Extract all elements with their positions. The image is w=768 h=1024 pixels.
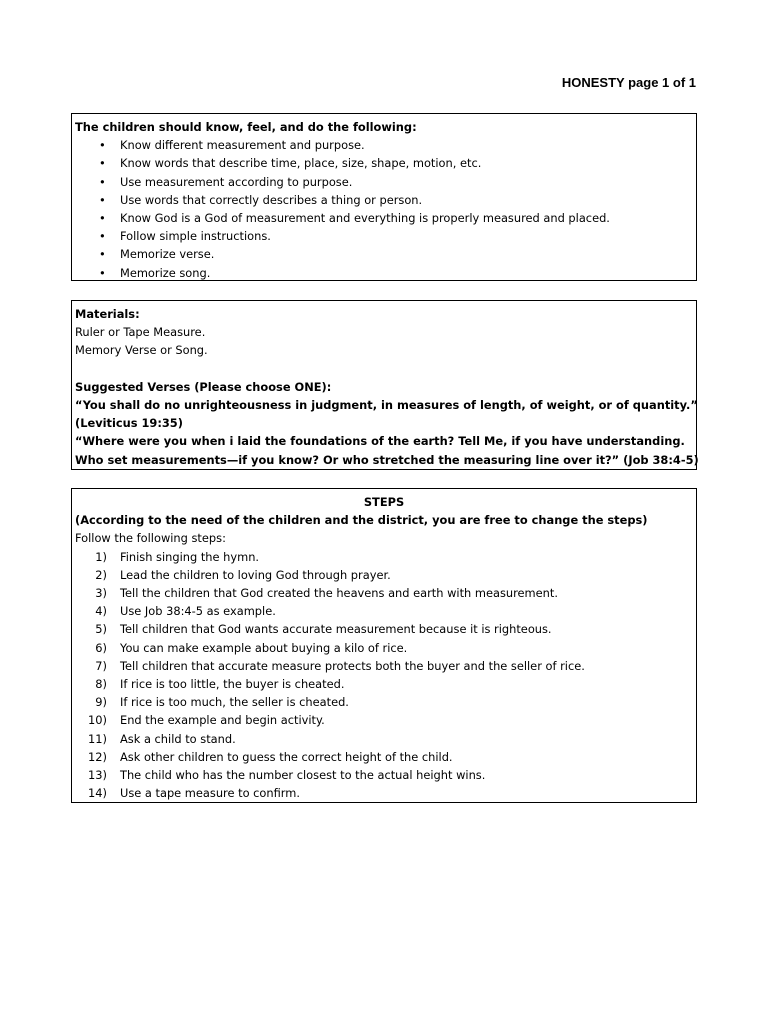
step-item bbox=[75, 639, 693, 657]
objective-text: Know words that describe time, place, size, shape, motion, etc. bbox=[120, 156, 482, 171]
objective-item bbox=[75, 227, 693, 245]
step-text: Lead the children to loving God through prayer. bbox=[120, 567, 391, 582]
bullet-icon: • bbox=[99, 265, 106, 280]
bullet-icon: • bbox=[99, 192, 106, 207]
step-number: 7) bbox=[95, 658, 107, 673]
step-number: 11) bbox=[88, 731, 107, 746]
step-text: Use a tape measure to confirm. bbox=[120, 786, 300, 801]
step-item bbox=[75, 584, 693, 602]
step-item bbox=[75, 784, 693, 802]
step-number: 4) bbox=[95, 604, 107, 619]
objective-item bbox=[75, 209, 693, 227]
steps-note: (According to the need of the children and the district, you are free to change the steps) bbox=[75, 513, 648, 528]
materials-box bbox=[71, 300, 697, 470]
bullet-icon: • bbox=[99, 138, 106, 153]
step-text: If rice is too much, the seller is cheated. bbox=[120, 695, 349, 710]
objective-item bbox=[75, 136, 693, 154]
step-text: If rice is too little, the buyer is cheated. bbox=[120, 677, 345, 692]
objective-item bbox=[75, 191, 693, 209]
objective-text: Follow simple instructions. bbox=[120, 229, 271, 244]
step-text: Finish singing the hymn. bbox=[120, 549, 260, 564]
objective-text: Use measurement according to purpose. bbox=[120, 174, 353, 189]
step-number: 14) bbox=[88, 786, 107, 801]
step-number: 13) bbox=[88, 768, 107, 783]
step-item bbox=[75, 693, 693, 711]
verse-line: “Where were you when i laid the foundations of the earth? Tell Me, if you have understanding. bbox=[75, 434, 685, 449]
step-item bbox=[75, 620, 693, 638]
step-number: 2) bbox=[95, 567, 107, 582]
objectives-box bbox=[71, 113, 697, 281]
objective-item bbox=[75, 264, 693, 282]
bullet-icon: • bbox=[99, 156, 106, 171]
objective-text: Memorize verse. bbox=[120, 247, 215, 262]
step-item bbox=[75, 602, 693, 620]
bullet-icon: • bbox=[99, 247, 106, 262]
step-text: Tell the children that God created the heavens and earth with measurement. bbox=[120, 586, 558, 601]
step-text: Tell children that accurate measure protects both the buyer and the seller of rice. bbox=[120, 658, 585, 673]
step-item bbox=[75, 566, 693, 584]
objective-item bbox=[75, 245, 693, 263]
step-text: Use Job 38:4-5 as example. bbox=[120, 604, 276, 619]
step-text: You can make example about buying a kilo of rice. bbox=[120, 640, 408, 655]
step-number: 3) bbox=[95, 586, 107, 601]
verse-line: Who set measurements—if you know? Or who stretched the measuring line over it?” (Job 38:4-5) bbox=[75, 452, 699, 467]
objectives-list bbox=[75, 136, 693, 282]
step-item bbox=[75, 766, 693, 784]
bullet-icon: • bbox=[99, 174, 106, 189]
objective-item bbox=[75, 154, 693, 172]
step-number: 1) bbox=[95, 549, 107, 564]
objective-item bbox=[75, 173, 693, 191]
objective-text: Know God is a God of measurement and everything is properly measured and placed. bbox=[120, 211, 610, 226]
objectives-heading: The children should know, feel, and do the following: bbox=[75, 120, 417, 134]
step-number: 10) bbox=[88, 713, 107, 728]
spacer bbox=[75, 360, 693, 378]
step-item bbox=[75, 748, 693, 766]
materials-heading: Materials: bbox=[75, 307, 140, 321]
bullet-icon: • bbox=[99, 211, 106, 226]
steps-box bbox=[71, 488, 697, 803]
step-text: Ask a child to stand. bbox=[120, 731, 236, 746]
step-number: 12) bbox=[88, 749, 107, 764]
objective-text: Use words that correctly describes a thing or person. bbox=[120, 192, 423, 207]
step-text: Tell children that God wants accurate measurement because it is righteous. bbox=[120, 622, 552, 637]
objective-text: Know different measurement and purpose. bbox=[120, 138, 365, 153]
objective-text: Memorize song. bbox=[120, 265, 211, 280]
page-header: HONESTY page 1 of 1 bbox=[561, 75, 696, 90]
step-item bbox=[75, 675, 693, 693]
step-number: 6) bbox=[95, 640, 107, 655]
verses-heading: Suggested Verses (Please choose ONE): bbox=[75, 379, 332, 394]
step-number: 9) bbox=[95, 695, 107, 710]
material-item: Ruler or Tape Measure. bbox=[75, 325, 206, 340]
step-text: The child who has the number closest to the actual height wins. bbox=[120, 768, 486, 783]
verse-line: (Leviticus 19:35) bbox=[75, 416, 183, 431]
step-number: 5) bbox=[95, 622, 107, 637]
verse-line: “You shall do no unrighteousness in judgment, in measures of length, of weight, or of quantity.” bbox=[75, 398, 698, 412]
steps-title: STEPS bbox=[363, 495, 405, 509]
steps-intro: Follow the following steps: bbox=[75, 531, 226, 546]
step-number: 8) bbox=[95, 677, 107, 692]
step-item bbox=[75, 548, 693, 566]
step-text: End the example and begin activity. bbox=[120, 713, 325, 728]
step-item bbox=[75, 711, 693, 729]
bullet-icon: • bbox=[99, 229, 106, 244]
material-item: Memory Verse or Song. bbox=[75, 343, 208, 358]
step-item bbox=[75, 657, 693, 675]
step-text: Ask other children to guess the correct height of the child. bbox=[120, 749, 453, 764]
steps-list bbox=[75, 548, 693, 803]
step-item bbox=[75, 730, 693, 748]
